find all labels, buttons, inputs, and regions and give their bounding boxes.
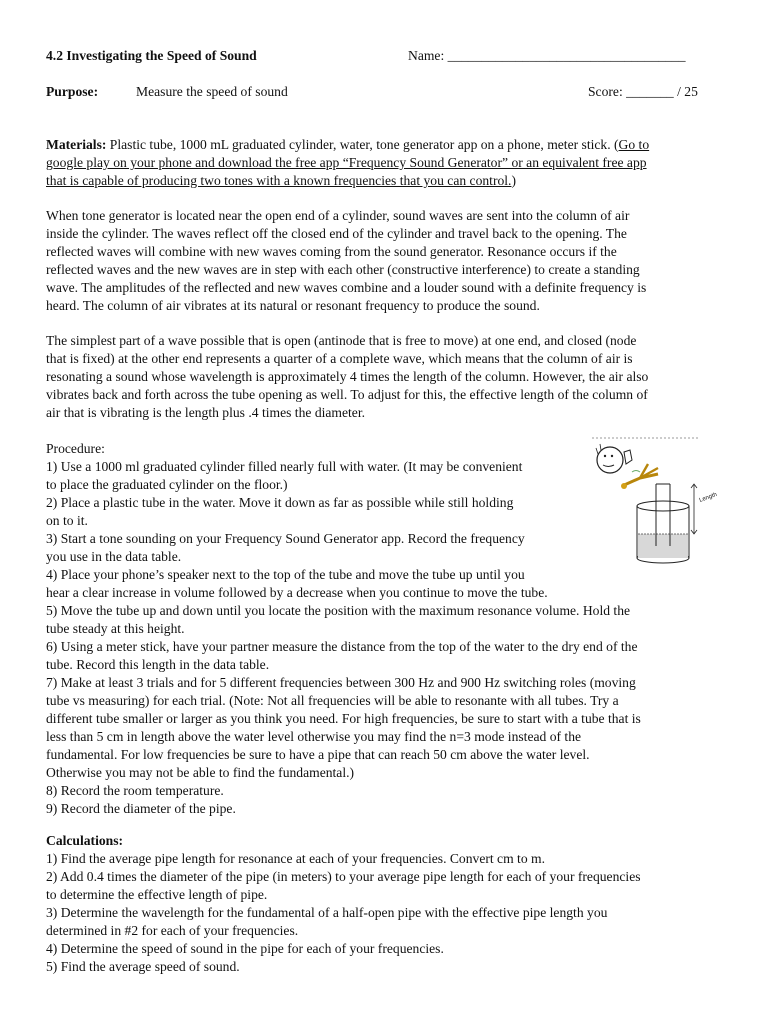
procedure-line: 8) Record the room temperature. <box>46 783 224 798</box>
calculations-section <box>46 832 718 976</box>
sound-wave-icon <box>632 471 640 473</box>
materials-section <box>46 136 718 190</box>
calculation-line: to determine the effective length of pipe. <box>46 887 268 902</box>
hand-icon <box>624 450 632 464</box>
score-label: Score: <box>588 84 623 99</box>
name-label: Name: <box>408 48 445 63</box>
text-line: wave. The amplitudes of the reflected and new waves combine and a louder sound with a definite frequency is <box>46 280 647 295</box>
procedure-line: fundamental. For low frequencies be sure to have a pipe that can reach 50 cm above the water level. <box>46 747 590 762</box>
materials-close: ) <box>511 173 516 188</box>
calculation-line: determined in #2 for each of your frequencies. <box>46 923 299 938</box>
procedure-line: tube steady at this height. <box>46 621 185 636</box>
wave-paragraph <box>46 332 718 422</box>
text-line: reflected waves will combine with new waves coming from the sound generator. Resonance occurs if the <box>46 244 617 259</box>
materials-link-line-3[interactable]: that is capable of producing two tones with a known frequencies that you can control. <box>46 173 512 188</box>
text-line: resonating a sound whose wavelength is approximately 4 times the length of the column. However, the air also <box>46 369 649 384</box>
materials-text: Plastic tube, 1000 mL graduated cylinder, water, tone generator app on a phone, meter stick. ( <box>106 137 619 152</box>
procedure-line: 5) Move the tube up and down until you locate the position with the maximum resonance volume. Hold the <box>46 603 631 618</box>
score-total: / 25 <box>677 84 698 99</box>
text-line: heard. The column of air vibrates at its natural or resonant frequency to produce the sound. <box>46 298 540 313</box>
calculation-line: 2) Add 0.4 times the diameter of the pipe (in meters) to your average pipe length for each of your frequencies <box>46 869 641 884</box>
face-icon <box>596 444 623 473</box>
calculation-line: 1) Find the average pipe length for resonance at each of your frequencies. Convert cm to m. <box>46 851 546 866</box>
water-level <box>638 534 688 558</box>
procedure-line: 3) Start a tone sounding on your Frequency Sound Generator app. Record the frequency <box>46 531 525 546</box>
score-blank[interactable]: _______ <box>626 84 674 99</box>
calculations-heading: Calculations: <box>46 833 124 848</box>
procedure-line: less than 5 cm in length above the water level otherwise you may find the n=3 mode instead of the <box>46 729 582 744</box>
name-blank[interactable]: ___________________________________ <box>447 48 686 63</box>
procedure-line: 2) Place a plastic tube in the water. Move it down as far as possible while still holding <box>46 495 514 510</box>
text-line: reflected waves and the new waves are in step with each other (constructive interference) to create a standing <box>46 262 640 277</box>
procedure-line: 1) Use a 1000 ml graduated cylinder filled nearly full with water. (It may be convenient <box>46 459 523 474</box>
procedure-line: Otherwise you may not be able to find the fundamental.) <box>46 765 355 780</box>
tuning-fork-icon <box>621 464 658 489</box>
page-title: 4.2 Investigating the Speed of Sound <box>46 48 257 63</box>
purpose-label: Purpose: <box>46 84 99 99</box>
name-field[interactable] <box>408 48 686 64</box>
procedure-line: to place the graduated cylinder on the floor.) <box>46 477 288 492</box>
procedure-line: different tube smaller or larger as you think you need. For high frequencies, be sure to start with a tube that is <box>46 711 641 726</box>
procedure-line: you use in the data table. <box>46 549 182 564</box>
resonance-tube-figure <box>588 434 718 568</box>
procedure-line: 9) Record the diameter of the pipe. <box>46 801 236 816</box>
calculation-line: 3) Determine the wavelength for the fundamental of a half-open pipe with the effective pipe length you <box>46 905 608 920</box>
text-line: air that is vibrating is the length plus .4 times the diameter. <box>46 405 366 420</box>
text-line: inside the cylinder. The waves reflect off the closed end of the cylinder and travel back to the opening. The <box>46 226 627 241</box>
intro-paragraph <box>46 207 718 315</box>
procedure-line: 4) Place your phone’s speaker next to the top of the tube and move the tube up until you <box>46 567 525 582</box>
text-line: vibrates back and forth across the tube opening as well. To adjust for this, the effective length of the column of <box>46 387 648 402</box>
text-line: The simplest part of a wave possible that is open (antinode that is free to move) at one end, and closed (node <box>46 333 637 348</box>
procedure-line: tube. Record this length in the data table. <box>46 657 270 672</box>
calculation-line: 5) Find the average speed of sound. <box>46 959 240 974</box>
score-field[interactable] <box>588 84 698 100</box>
text-line: that is fixed) at the other end represents a quarter of a complete wave, which means that the column of air is <box>46 351 633 366</box>
text-line: When tone generator is located near the open end of a cylinder, sound waves are sent into the column of air <box>46 208 630 223</box>
length-label: Length <box>698 491 718 504</box>
purpose-text: Measure the speed of sound <box>136 84 288 99</box>
graduated-cylinder <box>637 501 689 563</box>
calculation-line: 4) Determine the speed of sound in the pipe for each of your frequencies. <box>46 941 444 956</box>
procedure-heading: Procedure: <box>46 441 105 456</box>
materials-link-line-2[interactable]: google play on your phone and download the free app “Frequency Sound Generator” or an equivalent free app <box>46 155 647 170</box>
length-arrow-icon <box>691 484 697 534</box>
materials-label: Materials: <box>46 137 107 152</box>
procedure-line: hear a clear increase in volume followed by a decrease when you continue to move the tube. <box>46 585 548 600</box>
procedure-line: on to it. <box>46 513 88 528</box>
procedure-line: 6) Using a meter stick, have your partner measure the distance from the top of the water to the dry end of the <box>46 639 638 654</box>
materials-link-line-1[interactable]: Go to <box>618 137 650 152</box>
procedure-line: tube vs measuring) for each trial. (Note: Not all frequencies will be able to resonante with all tubes. Try a <box>46 693 619 708</box>
procedure-line: 7) Make at least 3 trials and for 5 different frequencies between 300 Hz and 900 Hz switching roles (moving <box>46 675 636 690</box>
